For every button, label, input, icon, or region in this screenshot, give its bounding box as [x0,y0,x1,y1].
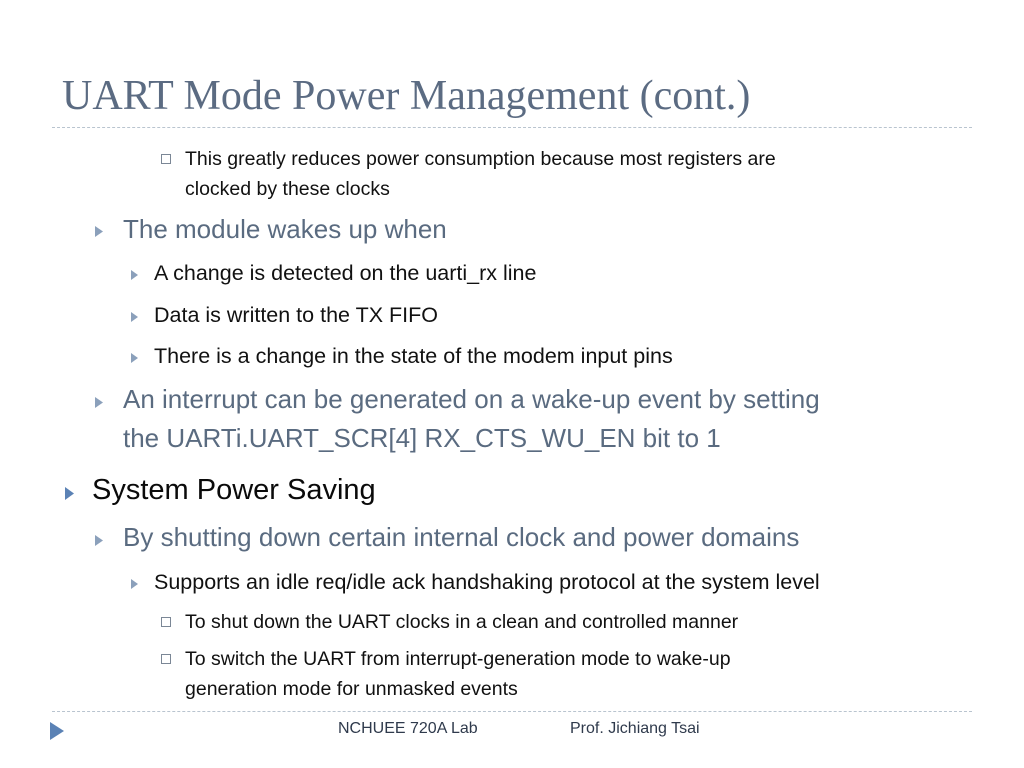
play-arrow-icon[interactable] [50,722,64,740]
triangle-right-icon [128,351,140,365]
square-outline-icon [160,616,172,628]
triangle-right-icon [128,310,140,324]
sub-bullet-text: A change is detected on the uarti_rx line [154,261,537,285]
square-outline-icon [160,153,172,165]
bullet-text: System Power Saving [92,474,376,506]
sub-bullet-text: generation mode for unmasked events [185,678,518,700]
square-outline-icon [160,653,172,665]
sub-bullet-text: There is a change in the state of the modem input pins [154,344,673,368]
footer-author: Prof. Jichiang Tsai [570,720,700,737]
triangle-right-icon [128,577,140,591]
footer-lab: NCHUEE 720A Lab [338,720,478,737]
triangle-right-icon [93,395,105,409]
sub-bullet-text: This greatly reduces power consumption because most registers are [185,148,776,170]
sub-bullet-text: To switch the UART from interrupt-generation mode to wake-up [185,648,731,670]
bullet-text: By shutting down certain internal clock and power domains [123,522,800,552]
slide-title: UART Mode Power Management (cont.) [62,73,751,119]
bullet-text: The module wakes up when [123,214,447,244]
triangle-right-icon [93,224,105,238]
bullet-text: An interrupt can be generated on a wake-up event by setting [123,384,820,414]
footer-divider [52,711,972,712]
sub-bullet-text: Supports an idle req/idle ack handshaking protocol at the system level [154,570,820,594]
bullet-text: the UARTi.UART_SCR[4] RX_CTS_WU_EN bit to 1 [123,423,721,453]
sub-bullet-text: clocked by these clocks [185,178,390,200]
triangle-right-icon [128,268,140,282]
sub-bullet-text: To shut down the UART clocks in a clean and controlled manner [185,611,739,633]
sub-bullet-text: Data is written to the TX FIFO [154,303,438,327]
title-divider [52,127,972,128]
triangle-right-icon [93,533,105,547]
triangle-right-icon [63,485,75,501]
